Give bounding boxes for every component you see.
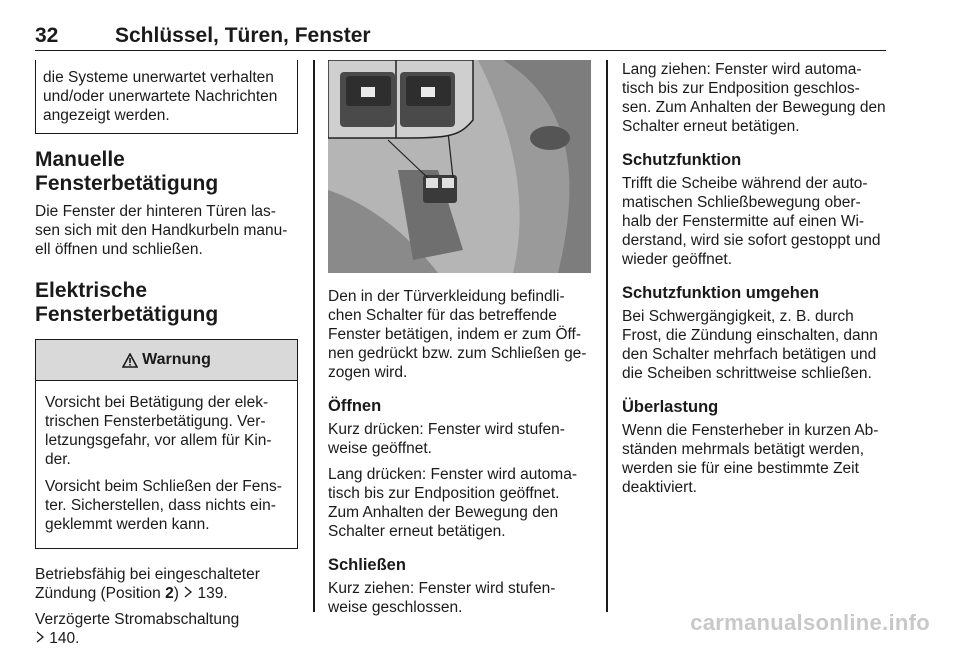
heading-open: Öffnen	[328, 397, 382, 415]
bypass-text: Bei Schwergängigkeit, z. B. durch Frost, die Zündung einschalten, dann den Schalter mehrfach betätigen und die Scheiben schrittweise schließen.	[622, 308, 878, 382]
heading-close: Schließen	[328, 556, 406, 574]
heading-bypass: Schutzfunktion umgehen	[622, 284, 820, 302]
warning-text-1: Vorsicht bei Betätigung der elek- trischen Fensterbetätigung. Ver- letzungsgefahr, vor allem für Kin- der.	[45, 394, 272, 468]
delayed-shutoff-note	[35, 610, 298, 648]
close-long-text: Lang ziehen: Fenster wird automa- tisch bis zur Endposition geschlos- sen. Zum Anhalten der Bewegung den Schalter erneut betätigen.	[622, 61, 886, 135]
column-middle	[328, 60, 591, 624]
door-window-switch-photo	[328, 60, 591, 273]
warning-box	[35, 339, 298, 549]
column-right	[622, 60, 887, 504]
continued-warning-box	[35, 60, 298, 134]
delayed-shutoff-page-ref[interactable]: 140.	[45, 630, 80, 647]
column-divider	[606, 60, 608, 612]
heading-protection: Schutzfunktion	[622, 151, 742, 169]
heading-electric-windows: Elektrische Fensterbetätigung	[35, 279, 219, 326]
ignition-position: 2	[165, 585, 174, 602]
ignition-text: Betriebsfähig bei eingeschalteter Zündung (Position	[35, 566, 260, 602]
open-short-text: Kurz drücken: Fenster wird stufen- weise geöffnet.	[328, 421, 565, 457]
ignition-note	[35, 565, 298, 603]
heading-manual-windows: Manuelle Fensterbetätigung	[35, 148, 219, 195]
page-ref-arrow-icon	[183, 586, 193, 598]
ignition-page-ref[interactable]: 139.	[193, 585, 228, 602]
column-left	[35, 60, 298, 655]
warning-text-2: Vorsicht beim Schließen der Fens- ter. Sicherstellen, dass nichts ein- geklemmt werden kann.	[45, 478, 282, 533]
chapter-title: Schlüssel, Türen, Fenster	[115, 24, 371, 47]
heading-overload: Überlastung	[622, 398, 719, 416]
watermark: carmanualsonline.info	[690, 610, 930, 635]
warning-triangle-icon	[122, 353, 138, 368]
ignition-paren: )	[173, 585, 184, 602]
page-number: 32	[35, 24, 59, 47]
column-divider	[313, 60, 315, 612]
page-ref-arrow-icon	[35, 631, 45, 643]
switch-intro-text: Den in der Türverkleidung befindli- chen Schalter für das betreffende Fenster betätigen, indem er zum Öff- nen gedrückt bzw. zum Schließen ge- zogen wird.	[328, 288, 587, 381]
overload-text: Wenn die Fensterheber in kurzen Ab- ständen mehrmals betätigt werden, werden sie für eine bestimmte Zeit deaktiviert.	[622, 422, 879, 496]
protection-text: Trifft die Scheibe während der auto- matischen Schließbewegung ober- halb der Fenstermitte auf einen Wi- derstand, wird sie sofort gestoppt und wieder geöffnet.	[622, 175, 881, 268]
delayed-shutoff-text: Verzögerte Stromabschaltung	[35, 611, 240, 628]
continued-warning-text: die Systeme unerwartet verhalten und/oder unerwartete Nachrichten angezeigt werden.	[43, 69, 278, 124]
warning-body	[36, 381, 297, 548]
open-long-text: Lang drücken: Fenster wird automa- tisch bis zur Endposition geöffnet. Zum Anhalten der Bewegung den Schalter erneut betätigen.	[328, 466, 577, 540]
page-header	[35, 22, 886, 51]
warning-header	[36, 340, 297, 381]
manual-windows-text: Die Fenster der hinteren Türen las- sen sich mit den Handkurbeln manu- ell öffnen und schließen.	[35, 203, 288, 258]
warning-title: Warnung	[142, 351, 211, 368]
close-short-text: Kurz ziehen: Fenster wird stufen- weise geschlossen.	[328, 580, 556, 616]
